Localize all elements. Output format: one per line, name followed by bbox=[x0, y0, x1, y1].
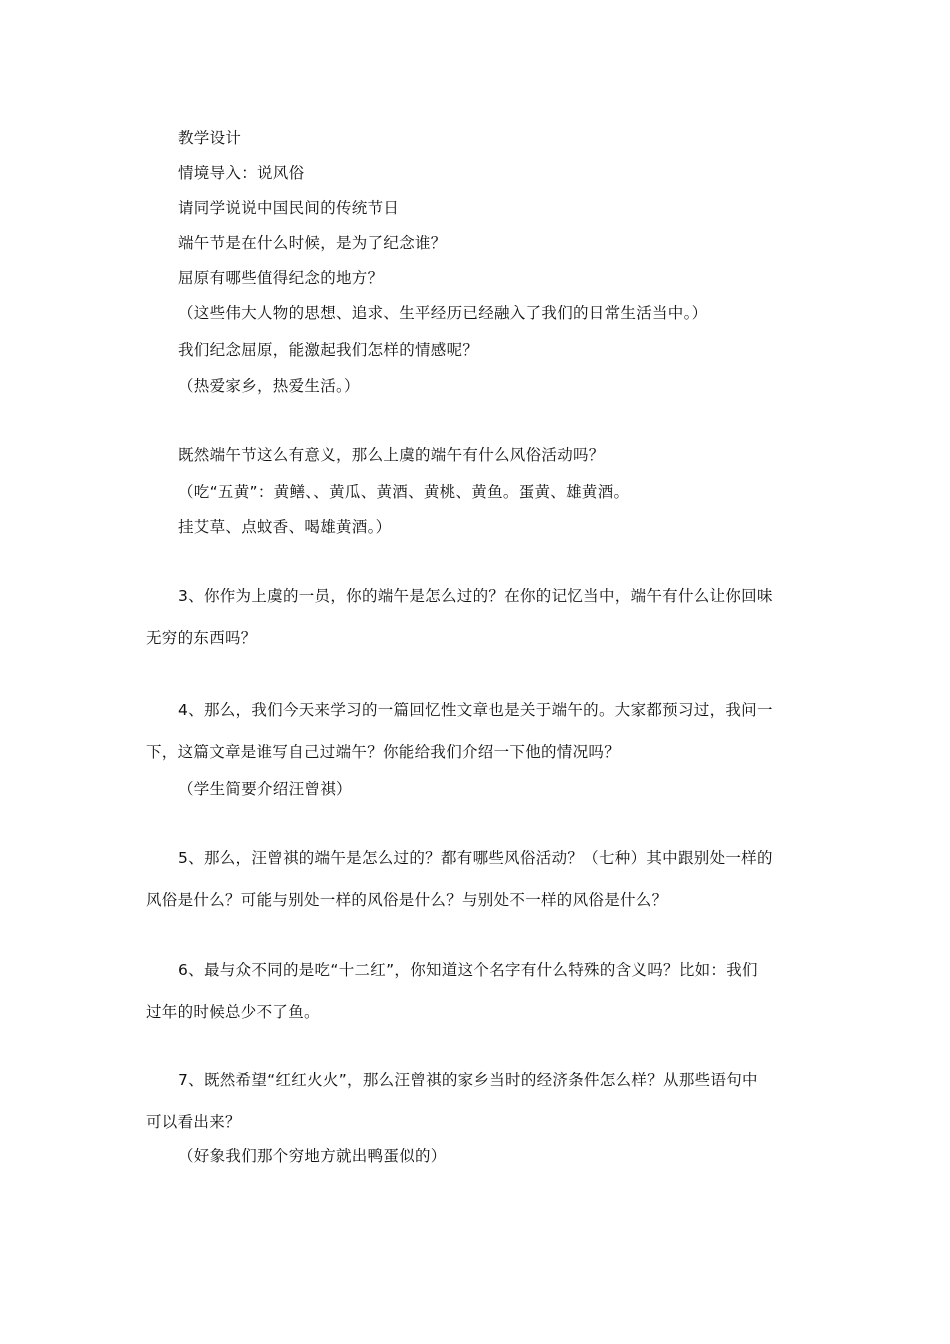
paragraph-5-line-2: 风俗是什么？可能与别处一样的风俗是什么？与别处不一样的风俗是什么？ bbox=[146, 891, 668, 909]
question-4: 我们纪念屈原，能激起我们怎样的情感呢？ bbox=[178, 341, 479, 359]
answer-5-line-1: （吃“五黄”：黄鳝、、黄瓜、黄酒、黄桃、黄鱼。蛋黄、雄黄酒。 bbox=[178, 483, 630, 501]
paragraph-5 bbox=[146, 848, 810, 910]
question-3: 屈原有哪些值得纪念的地方？ bbox=[178, 269, 384, 287]
paragraph-6 bbox=[146, 960, 810, 1022]
question-1: 请同学说说中国民间的传统节日 bbox=[178, 199, 400, 217]
paragraph-3-line-1: 3、你作为上虞的一员，你的端午是怎么过的？在你的记忆当中，端午有什么让你回味 bbox=[178, 587, 773, 605]
paragraph-4-line-2: 下，这篇文章是谁写自己过端午？你能给我们介绍一下他的情况吗？ bbox=[146, 743, 621, 761]
answer-3: （这些伟大人物的思想、追求、生平经历已经融入了我们的日常生活当中。） bbox=[178, 304, 708, 322]
answer-5-line-2: 挂艾草、点蚊香、喝雄黄酒。） bbox=[178, 518, 392, 536]
paragraph-7-answer: （好象我们那个穷地方就出鸭蛋似的） bbox=[178, 1147, 447, 1165]
paragraph-3 bbox=[146, 586, 810, 648]
paragraph-4 bbox=[146, 700, 810, 762]
paragraph-5-line-1: 5、那么，汪曾祺的端午是怎么过的？都有哪些风俗活动？（七种）其中跟别处一样的 bbox=[178, 849, 773, 867]
paragraph-4-line-1: 4、那么，我们今天来学习的一篇回忆性文章也是关于端午的。大家都预习过，我问一 bbox=[178, 701, 773, 719]
paragraph-7 bbox=[146, 1070, 810, 1132]
paragraph-6-line-1: 6、最与众不同的是吃“十二红”，你知道这个名字有什么特殊的含义吗？比如：我们 bbox=[178, 961, 758, 979]
question-5: 既然端午节这么有意义，那么上虞的端午有什么风俗活动吗？ bbox=[178, 446, 605, 464]
paragraph-4-answer: （学生简要介绍汪曾祺） bbox=[178, 780, 352, 798]
question-2: 端午节是在什么时候，是为了纪念谁？ bbox=[178, 234, 447, 252]
paragraph-6-line-2: 过年的时候总少不了鱼。 bbox=[146, 1003, 320, 1021]
doc-title: 教学设计 bbox=[178, 129, 242, 147]
paragraph-7-line-2: 可以看出来？ bbox=[146, 1113, 241, 1131]
answer-4: （热爱家乡，热爱生活。） bbox=[178, 377, 360, 395]
intro-heading: 情境导入：说风俗 bbox=[178, 164, 305, 182]
paragraph-7-line-1: 7、既然希望“红红火火”，那么汪曾祺的家乡当时的经济条件怎么样？从那些语句中 bbox=[178, 1071, 758, 1089]
paragraph-3-line-2: 无穷的东西吗？ bbox=[146, 629, 257, 647]
